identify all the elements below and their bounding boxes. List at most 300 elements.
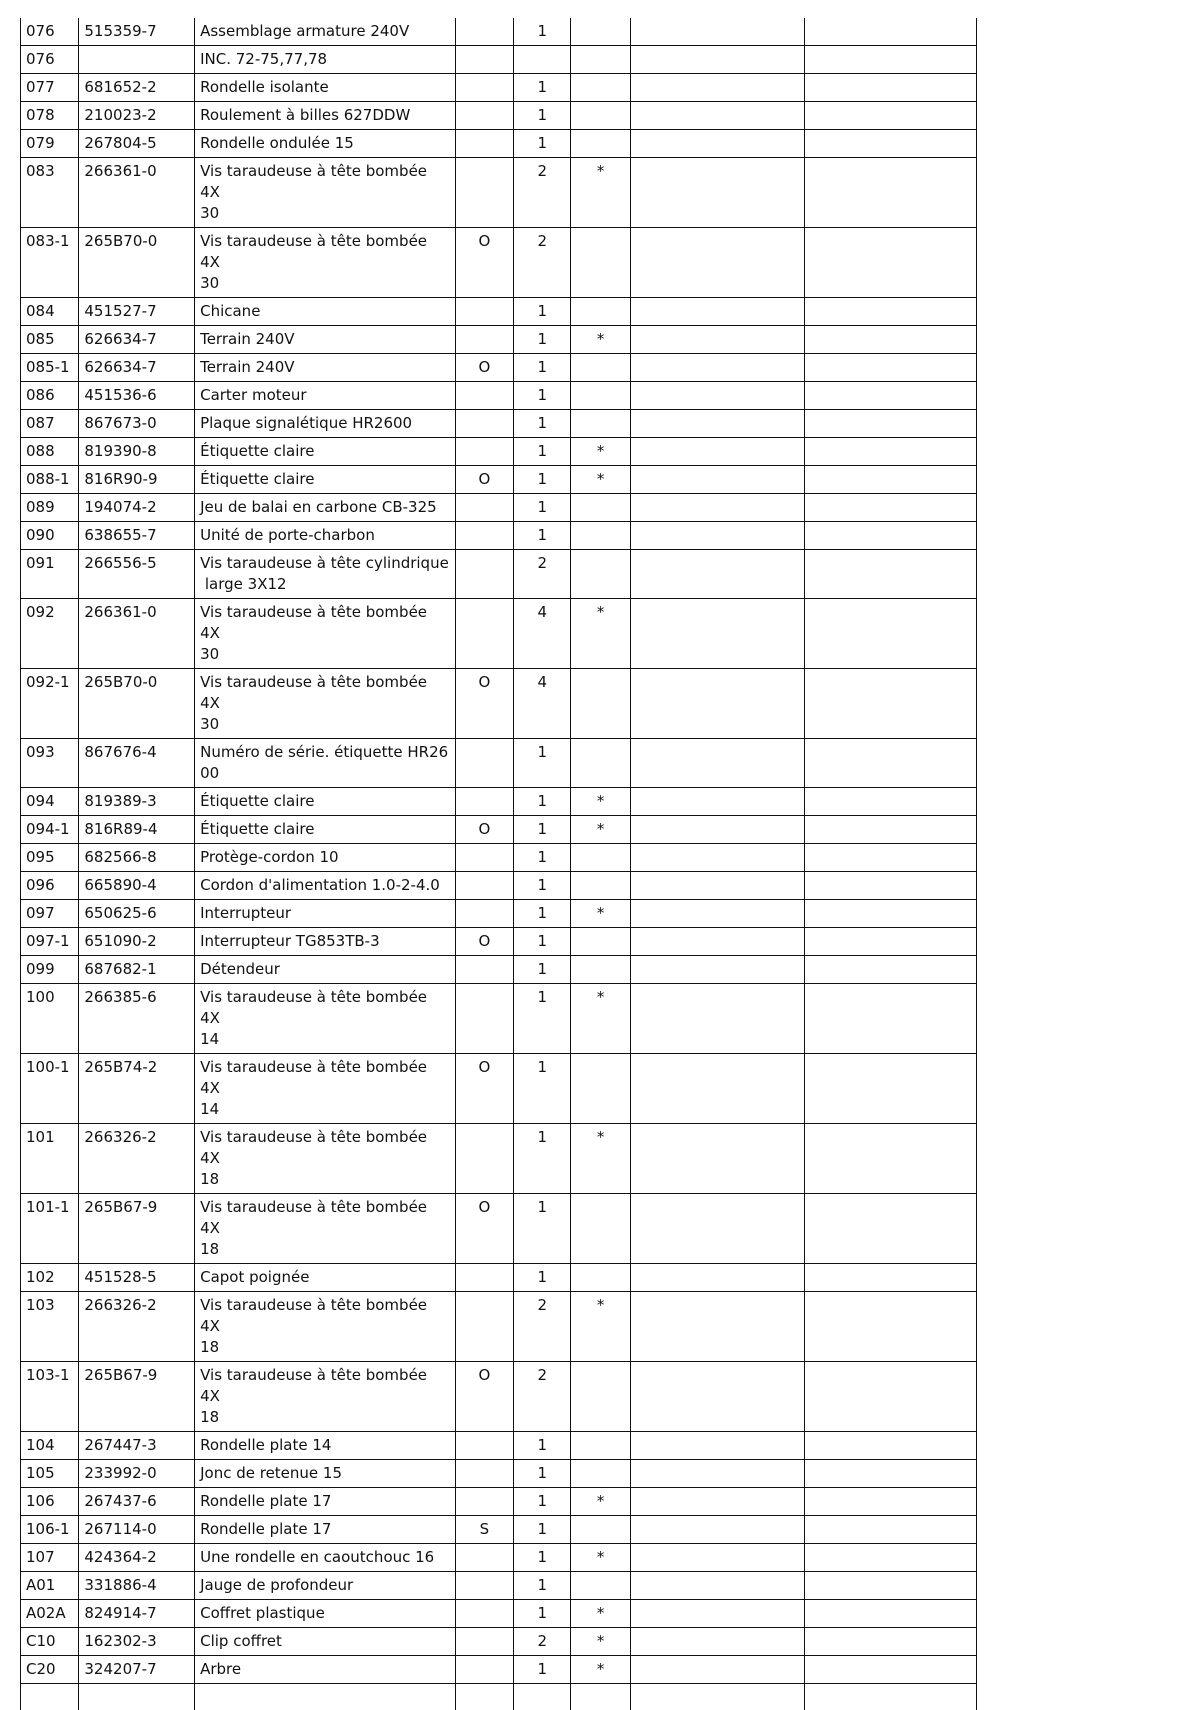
item-number-cell: 086 — [21, 382, 79, 410]
item-number-cell: 094 — [21, 788, 79, 816]
item-number-cell: 093 — [21, 739, 79, 788]
part-number-cell: 265B67-9 — [79, 1194, 195, 1264]
item-number-cell: 083-1 — [21, 228, 79, 298]
description-cell: Clip coffret — [195, 1628, 456, 1656]
table-row — [21, 1656, 977, 1684]
quantity-cell: 1 — [514, 466, 571, 494]
blank-cell-b — [805, 410, 977, 438]
item-number-cell: 077 — [21, 74, 79, 102]
description-cell: Jeu de balai en carbone CB-325 — [195, 494, 456, 522]
item-number-cell: C10 — [21, 1628, 79, 1656]
variant-mark-cell — [455, 872, 513, 900]
blank-cell-a — [630, 1600, 804, 1628]
blank-cell-a — [630, 1194, 804, 1264]
item-number-cell: 091 — [21, 550, 79, 599]
blank-cell-a — [630, 1054, 804, 1124]
variant-mark-cell — [455, 550, 513, 599]
table-row — [21, 326, 977, 354]
description-cell: Rondelle plate 17 — [195, 1488, 456, 1516]
item-number-cell: 102 — [21, 1264, 79, 1292]
table-row — [21, 599, 977, 669]
note-cell — [571, 46, 630, 74]
blank-cell-a — [630, 326, 804, 354]
quantity-cell: 4 — [514, 669, 571, 739]
quantity-cell: 1 — [514, 1656, 571, 1684]
table-row — [21, 956, 977, 984]
part-number-cell: 266361-0 — [79, 599, 195, 669]
variant-mark-cell: O — [455, 466, 513, 494]
variant-mark-cell — [455, 739, 513, 788]
quantity-cell: 1 — [514, 1194, 571, 1264]
blank-cell-b — [805, 1516, 977, 1544]
blank-cell-b — [805, 382, 977, 410]
variant-mark-cell — [455, 984, 513, 1054]
table-row — [21, 1264, 977, 1292]
description-cell: Chicane — [195, 298, 456, 326]
table-row — [21, 494, 977, 522]
quantity-cell: 1 — [514, 872, 571, 900]
note-cell — [571, 956, 630, 984]
parts-table-body — [21, 18, 977, 1710]
blank-cell-a — [630, 102, 804, 130]
quantity-cell: 1 — [514, 1054, 571, 1124]
table-row — [21, 1432, 977, 1460]
part-number-cell: 162302-3 — [79, 1628, 195, 1656]
part-number-cell: 265B70-0 — [79, 228, 195, 298]
note-cell: * — [571, 788, 630, 816]
blank-cell-b — [805, 872, 977, 900]
item-number-cell: 084 — [21, 298, 79, 326]
variant-mark-cell: S — [455, 1516, 513, 1544]
description-cell: Jauge de profondeur — [195, 1572, 456, 1600]
blank-cell-b — [805, 74, 977, 102]
quantity-cell: 2 — [514, 228, 571, 298]
note-cell — [571, 1264, 630, 1292]
variant-mark-cell — [455, 494, 513, 522]
blank-cell-a — [630, 466, 804, 494]
blank-cell-b — [805, 1432, 977, 1460]
variant-mark-cell — [455, 1460, 513, 1488]
blank-cell-a — [630, 228, 804, 298]
description-cell: Rondelle isolante — [195, 74, 456, 102]
variant-mark-cell — [455, 130, 513, 158]
quantity-cell: 1 — [514, 522, 571, 550]
part-number-cell: 324207-7 — [79, 1656, 195, 1684]
blank-cell-a — [630, 550, 804, 599]
quantity-cell: 2 — [514, 1628, 571, 1656]
item-number-cell: 079 — [21, 130, 79, 158]
blank-cell-a — [630, 1572, 804, 1600]
variant-mark-cell — [455, 18, 513, 46]
blank-cell-a — [630, 298, 804, 326]
blank-cell-b — [805, 816, 977, 844]
item-number-cell: 090 — [21, 522, 79, 550]
blank-cell-b — [805, 46, 977, 74]
variant-mark-cell — [455, 599, 513, 669]
variant-mark-cell — [455, 438, 513, 466]
note-cell — [571, 1460, 630, 1488]
variant-mark-cell — [455, 1572, 513, 1600]
quantity-cell: 1 — [514, 900, 571, 928]
variant-mark-cell — [455, 382, 513, 410]
quantity-cell: 1 — [514, 739, 571, 788]
note-cell — [571, 130, 630, 158]
quantity-cell: 1 — [514, 1572, 571, 1600]
note-cell — [571, 1572, 630, 1600]
note-cell — [571, 1516, 630, 1544]
blank-cell-a — [630, 382, 804, 410]
blank-cell-a — [630, 410, 804, 438]
item-number-cell: 087 — [21, 410, 79, 438]
variant-mark-cell — [455, 102, 513, 130]
table-row — [21, 550, 977, 599]
blank-cell-a — [630, 130, 804, 158]
table-row — [21, 1460, 977, 1488]
note-cell — [571, 669, 630, 739]
note-cell: * — [571, 816, 630, 844]
item-number-cell: 099 — [21, 956, 79, 984]
blank-cell-b — [805, 1628, 977, 1656]
part-number-cell: 265B70-0 — [79, 669, 195, 739]
item-number-cell: 104 — [21, 1432, 79, 1460]
blank-cell-b — [805, 102, 977, 130]
quantity-cell: 2 — [514, 158, 571, 228]
note-cell: * — [571, 438, 630, 466]
variant-mark-cell — [455, 1628, 513, 1656]
quantity-cell — [514, 46, 571, 74]
note-cell — [571, 494, 630, 522]
description-cell: Interrupteur TG853TB-3 — [195, 928, 456, 956]
part-number-cell: 651090-2 — [79, 928, 195, 956]
note-cell — [571, 1362, 630, 1432]
variant-mark-cell — [455, 1544, 513, 1572]
variant-mark-cell — [455, 1264, 513, 1292]
note-cell: * — [571, 1628, 630, 1656]
table-row — [21, 298, 977, 326]
description-cell: Coffret plastique — [195, 1600, 456, 1628]
quantity-cell: 1 — [514, 410, 571, 438]
note-cell — [571, 298, 630, 326]
quantity-cell: 1 — [514, 1460, 571, 1488]
blank-cell — [21, 1684, 79, 1710]
variant-mark-cell — [455, 1600, 513, 1628]
note-cell: * — [571, 984, 630, 1054]
description-cell: Vis taraudeuse à tête cylindrique large 3X12 — [195, 550, 456, 599]
note-cell — [571, 410, 630, 438]
note-cell — [571, 102, 630, 130]
description-cell: Protège-cordon 10 — [195, 844, 456, 872]
part-number-cell: 687682-1 — [79, 956, 195, 984]
item-number-cell: 103-1 — [21, 1362, 79, 1432]
part-number-cell: 451536-6 — [79, 382, 195, 410]
variant-mark-cell — [455, 1432, 513, 1460]
variant-mark-cell — [455, 844, 513, 872]
variant-mark-cell: O — [455, 354, 513, 382]
description-cell: Terrain 240V — [195, 326, 456, 354]
note-cell — [571, 928, 630, 956]
note-cell — [571, 74, 630, 102]
table-row — [21, 1600, 977, 1628]
item-number-cell: 100-1 — [21, 1054, 79, 1124]
part-number-cell: 267114-0 — [79, 1516, 195, 1544]
note-cell — [571, 522, 630, 550]
table-row — [21, 928, 977, 956]
blank-cell — [571, 1684, 630, 1710]
note-cell — [571, 872, 630, 900]
blank-cell-a — [630, 739, 804, 788]
note-cell — [571, 1054, 630, 1124]
blank-cell — [79, 1684, 195, 1710]
blank-cell-a — [630, 494, 804, 522]
blank-cell — [195, 1684, 456, 1710]
table-row — [21, 816, 977, 844]
blank-cell-a — [630, 158, 804, 228]
part-number-cell: 816R90-9 — [79, 466, 195, 494]
blank-cell-a — [630, 18, 804, 46]
table-row-empty — [21, 1684, 977, 1710]
quantity-cell: 1 — [514, 494, 571, 522]
description-cell: Arbre — [195, 1656, 456, 1684]
blank-cell-b — [805, 599, 977, 669]
note-cell: * — [571, 1124, 630, 1194]
description-cell: Cordon d'alimentation 1.0-2-4.0 — [195, 872, 456, 900]
table-row — [21, 158, 977, 228]
table-row — [21, 984, 977, 1054]
description-cell: Terrain 240V — [195, 354, 456, 382]
part-number-cell: 266361-0 — [79, 158, 195, 228]
part-number-cell: 233992-0 — [79, 1460, 195, 1488]
table-row — [21, 102, 977, 130]
part-number-cell: 638655-7 — [79, 522, 195, 550]
variant-mark-cell — [455, 1124, 513, 1194]
item-number-cell: 094-1 — [21, 816, 79, 844]
blank-cell — [630, 1684, 804, 1710]
blank-cell-a — [630, 872, 804, 900]
table-row — [21, 844, 977, 872]
quantity-cell: 4 — [514, 599, 571, 669]
quantity-cell: 1 — [514, 1600, 571, 1628]
description-cell: Une rondelle en caoutchouc 16 — [195, 1544, 456, 1572]
blank-cell-b — [805, 1544, 977, 1572]
part-number-cell: 650625-6 — [79, 900, 195, 928]
part-number-cell: 681652-2 — [79, 74, 195, 102]
item-number-cell: 089 — [21, 494, 79, 522]
blank-cell-a — [630, 1516, 804, 1544]
table-row — [21, 74, 977, 102]
table-row — [21, 1516, 977, 1544]
variant-mark-cell — [455, 788, 513, 816]
blank-cell-b — [805, 158, 977, 228]
blank-cell — [455, 1684, 513, 1710]
table-row — [21, 130, 977, 158]
quantity-cell: 2 — [514, 1292, 571, 1362]
blank-cell-b — [805, 494, 977, 522]
note-cell: * — [571, 900, 630, 928]
part-number-cell: 665890-4 — [79, 872, 195, 900]
description-cell: Étiquette claire — [195, 816, 456, 844]
quantity-cell: 1 — [514, 1432, 571, 1460]
quantity-cell: 1 — [514, 130, 571, 158]
description-cell: Interrupteur — [195, 900, 456, 928]
blank-cell-b — [805, 788, 977, 816]
blank-cell-b — [805, 1292, 977, 1362]
blank-cell-b — [805, 228, 977, 298]
blank-cell-b — [805, 354, 977, 382]
description-cell: Jonc de retenue 15 — [195, 1460, 456, 1488]
quantity-cell: 1 — [514, 928, 571, 956]
part-number-cell: 265B67-9 — [79, 1362, 195, 1432]
description-cell: Vis taraudeuse à tête bombée 4X 14 — [195, 1054, 456, 1124]
blank-cell-b — [805, 1460, 977, 1488]
blank-cell-b — [805, 739, 977, 788]
variant-mark-cell — [455, 956, 513, 984]
item-number-cell: 101-1 — [21, 1194, 79, 1264]
note-cell: * — [571, 1292, 630, 1362]
part-number-cell — [79, 46, 195, 74]
description-cell: Vis taraudeuse à tête bombée 4X 30 — [195, 599, 456, 669]
blank-cell-a — [630, 1292, 804, 1362]
item-number-cell: 100 — [21, 984, 79, 1054]
blank-cell-a — [630, 1460, 804, 1488]
part-number-cell: 515359-7 — [79, 18, 195, 46]
blank-cell-a — [630, 1362, 804, 1432]
variant-mark-cell — [455, 326, 513, 354]
part-number-cell: 819390-8 — [79, 438, 195, 466]
note-cell: * — [571, 1544, 630, 1572]
blank-cell-b — [805, 1600, 977, 1628]
part-number-cell: 267804-5 — [79, 130, 195, 158]
table-row — [21, 872, 977, 900]
description-cell: Rondelle ondulée 15 — [195, 130, 456, 158]
variant-mark-cell — [455, 1488, 513, 1516]
part-number-cell: 867673-0 — [79, 410, 195, 438]
part-number-cell: 824914-7 — [79, 1600, 195, 1628]
item-number-cell: 097-1 — [21, 928, 79, 956]
description-cell: Assemblage armature 240V — [195, 18, 456, 46]
variant-mark-cell — [455, 298, 513, 326]
part-number-cell: 626634-7 — [79, 354, 195, 382]
part-number-cell: 424364-2 — [79, 1544, 195, 1572]
variant-mark-cell: O — [455, 928, 513, 956]
item-number-cell: 076 — [21, 46, 79, 74]
description-cell: Vis taraudeuse à tête bombée 4X 14 — [195, 984, 456, 1054]
blank-cell-b — [805, 956, 977, 984]
quantity-cell: 2 — [514, 550, 571, 599]
description-cell: Roulement à billes 627DDW — [195, 102, 456, 130]
description-cell: Détendeur — [195, 956, 456, 984]
blank-cell-b — [805, 326, 977, 354]
quantity-cell: 1 — [514, 1124, 571, 1194]
note-cell: * — [571, 599, 630, 669]
note-cell: * — [571, 326, 630, 354]
quantity-cell: 1 — [514, 844, 571, 872]
blank-cell-a — [630, 788, 804, 816]
description-cell: Vis taraudeuse à tête bombée 4X 18 — [195, 1362, 456, 1432]
item-number-cell: 107 — [21, 1544, 79, 1572]
blank-cell-a — [630, 669, 804, 739]
part-number-cell: 210023-2 — [79, 102, 195, 130]
part-number-cell: 816R89-4 — [79, 816, 195, 844]
blank-cell-b — [805, 669, 977, 739]
note-cell — [571, 1432, 630, 1460]
blank-cell-b — [805, 298, 977, 326]
note-cell: * — [571, 1656, 630, 1684]
description-cell: Vis taraudeuse à tête bombée 4X 18 — [195, 1292, 456, 1362]
variant-mark-cell — [455, 1292, 513, 1362]
variant-mark-cell — [455, 522, 513, 550]
quantity-cell: 1 — [514, 1544, 571, 1572]
part-number-cell: 626634-7 — [79, 326, 195, 354]
variant-mark-cell — [455, 900, 513, 928]
description-cell: Carter moteur — [195, 382, 456, 410]
item-number-cell: 092-1 — [21, 669, 79, 739]
table-row — [21, 1544, 977, 1572]
part-number-cell: 266385-6 — [79, 984, 195, 1054]
item-number-cell: 096 — [21, 872, 79, 900]
quantity-cell: 1 — [514, 438, 571, 466]
description-cell: Plaque signalétique HR2600 — [195, 410, 456, 438]
variant-mark-cell: O — [455, 1054, 513, 1124]
quantity-cell: 1 — [514, 956, 571, 984]
variant-mark-cell: O — [455, 228, 513, 298]
blank-cell — [514, 1684, 571, 1710]
blank-cell-b — [805, 900, 977, 928]
description-cell: Capot poignée — [195, 1264, 456, 1292]
part-number-cell: 682566-8 — [79, 844, 195, 872]
quantity-cell: 1 — [514, 18, 571, 46]
table-row — [21, 1054, 977, 1124]
blank-cell-b — [805, 1362, 977, 1432]
variant-mark-cell — [455, 1656, 513, 1684]
variant-mark-cell — [455, 46, 513, 74]
variant-mark-cell: O — [455, 1362, 513, 1432]
table-row — [21, 1628, 977, 1656]
note-cell — [571, 228, 630, 298]
table-row — [21, 1292, 977, 1362]
table-row — [21, 382, 977, 410]
blank-cell-a — [630, 816, 804, 844]
blank-cell-a — [630, 844, 804, 872]
quantity-cell: 1 — [514, 74, 571, 102]
part-number-cell: 451527-7 — [79, 298, 195, 326]
blank-cell-a — [630, 1628, 804, 1656]
item-number-cell: 085-1 — [21, 354, 79, 382]
note-cell — [571, 844, 630, 872]
blank-cell-a — [630, 1264, 804, 1292]
part-number-cell: 867676-4 — [79, 739, 195, 788]
blank-cell-b — [805, 1054, 977, 1124]
variant-mark-cell: O — [455, 1194, 513, 1264]
item-number-cell: 088-1 — [21, 466, 79, 494]
table-row — [21, 1194, 977, 1264]
blank-cell-b — [805, 522, 977, 550]
table-row — [21, 900, 977, 928]
quantity-cell: 1 — [514, 298, 571, 326]
quantity-cell: 1 — [514, 788, 571, 816]
description-cell: INC. 72-75,77,78 — [195, 46, 456, 74]
description-cell: Vis taraudeuse à tête bombée 4X 18 — [195, 1194, 456, 1264]
blank-cell-a — [630, 1488, 804, 1516]
table-row — [21, 1488, 977, 1516]
blank-cell-a — [630, 956, 804, 984]
quantity-cell: 1 — [514, 1264, 571, 1292]
part-number-cell: 451528-5 — [79, 1264, 195, 1292]
table-row — [21, 522, 977, 550]
note-cell — [571, 739, 630, 788]
table-row — [21, 466, 977, 494]
parts-table — [20, 18, 977, 1710]
part-number-cell: 265B74-2 — [79, 1054, 195, 1124]
